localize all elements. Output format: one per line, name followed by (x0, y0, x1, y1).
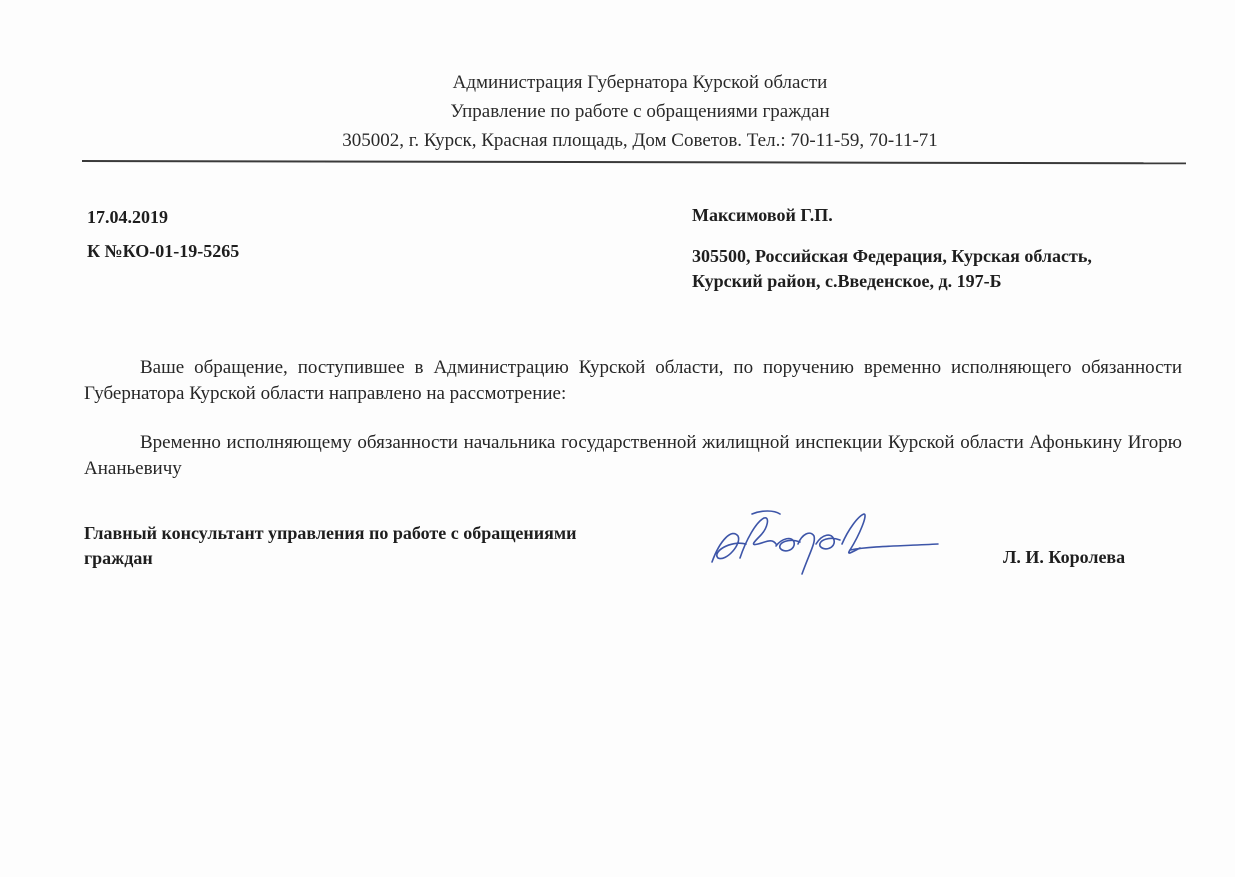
document-meta (87, 200, 239, 268)
document-date: 17.04.2019 (87, 207, 168, 227)
letterhead (140, 68, 1140, 155)
recipient-name: Максимовой Г.П. (692, 205, 833, 225)
signer-title: Главный консультант управления по работе с обращениями граждан (84, 523, 577, 568)
body-paragraph (84, 355, 1182, 407)
signer-name: Л. И. Королева (1003, 547, 1126, 567)
letterhead-organization: Администрация Губернатора Курской области (452, 72, 828, 93)
letterhead-address: 305002, г. Курск, Красная площадь, Дом Советов. Тел.: 70-11-59, 70-11-71 (342, 130, 938, 151)
letterhead-department: Управление по работе с обращениями граждан (450, 101, 830, 122)
body-paragraph-text: Ваше обращение, поступившее в Администрацию Курской области, по поручению временно исполняющего обязанности Губернатора Курской области направлено на рассмотрение: (84, 357, 1182, 404)
handwritten-signature (702, 500, 942, 590)
body-paragraph-text: Временно исполняющему обязанности начальника государственной жилищной инспекции Курской области Афонькину Игорю Ананьевичу (84, 432, 1182, 479)
document-reference-number: К №КО-01-19-5265 (87, 241, 240, 261)
recipient-block (692, 202, 1172, 294)
header-divider (82, 160, 1186, 164)
signature-strokes (712, 511, 938, 574)
body-paragraph (84, 430, 1182, 482)
recipient-address: 305500, Российская Федерация, Курская область, Курский район, с.Введенское, д. 197-Б (692, 246, 1092, 291)
